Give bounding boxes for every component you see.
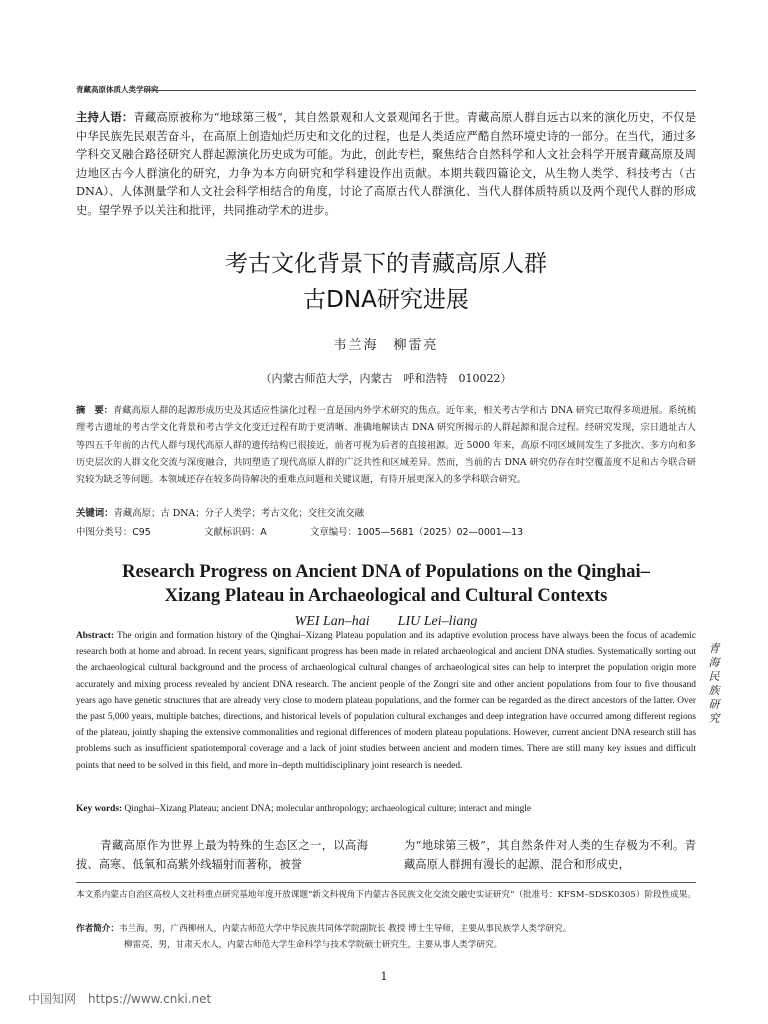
keywords-cn-text: 青藏高原；古 DNA；分子人类学；考古文化；交往交流交融: [113, 508, 364, 519]
header-rule: [148, 90, 696, 91]
abstract-en: [76, 628, 696, 774]
keywords-en-text: Qinghai–Xizang Plateau; ancient DNA; molecular anthropology; archaeological culture; interact and mingle: [124, 804, 532, 814]
author-footnote-label: 作者简介：: [76, 924, 119, 934]
abstract-cn-text: 青藏高原人群的起源形成历史及其适应性演化过程一直是国内外学术研究的焦点。近年来，相关考古学和古 DNA 研究已取得多项进展。系统梳理考古遗址的考古学文化背景和考古学文化变迁过程有助于更清晰、准确地解读古 DNA 研究所揭示的人群起源和混合过程。经研究发现，宗日遗址古人等四五千年前的古代人群与现代高原人群的遗传结构已很接近，前者可视为后者的直接祖源。近 5000 年来，高原不同区域间发生了多批次、多方向和多历史层次的人群文化交流与深度融合，共同塑造了现代高原人群的广泛共性和区域差异。然而，当前的古 DNA 研究仍存在时空覆盖度不足和古今联合研究较为缺乏等问题。本领域还存在较多尚待解决的重难点问题和关键议题，有待开展更深入的多学科联合研究。: [76, 405, 697, 486]
abstract-cn: [76, 402, 696, 488]
host-note: [76, 108, 696, 221]
classification-line: [76, 524, 696, 538]
keywords-cn: [76, 505, 696, 519]
author-1-bio: 韦兰海，男，广西柳州人，内蒙古师范大学中华民族共同体学院副院长 教授 博士生导师，主要从事民族学人类学研究。: [118, 924, 572, 934]
title-en-line-1: Research Progress on Ancient DNA of Populations on the Qinghai–: [122, 562, 650, 582]
body-column-right: 为“地球第三极”，其自然条件对人类的生存极为不利。青藏高原人群拥有漫长的起源、混合和形成史，: [404, 839, 696, 871]
affiliation-cn: （内蒙古师范大学，内蒙古 呼和浩特 010022）: [260, 372, 512, 385]
keywords-en: [76, 804, 696, 814]
abstract-en-label: Abstract:: [76, 631, 117, 641]
abstract-en-text: The origin and formation history of the Qinghai–Xizang Plateau population and its adaptive evolution process have always been the focus of academic research both at home and abroad. In recent years, significant progress has been made in related archaeological and ancient DNA studies. Systematically sorting out the archaeological cultural background and the process of archaeological cultural changes of archaeological sites can help to interpret the population origin more accurately and mixing process revealed by ancient DNA research. The ancient people of the Zongri site and other ancient populations from four to five thousand years ago have genetic structures that are already very close to modern plateau populations, and the former can be regarded as the direct ancestors of the latter. Over the past 5,000 years, multiple batches, directions, and historical levels of population cultural exchanges and deep integration have occurred among different regions of the plateau, jointly shaping the extensive commonalities and regional differences of modern plateau populations. However, current ancient DNA research still has problems such as insufficient spatiotemporal coverage and a lack of joint studies between ancient and modern times. There are still many key issues and difficult points that need to be solved in this field, and more in–depth multidisciplinary joint research is needed.: [76, 631, 697, 771]
author-footnote: [76, 922, 696, 953]
title-cn-line-2: 古DNA研究进展: [303, 287, 469, 313]
funding-footnote: 本文系内蒙古自治区高校人文社科重点研究基地年度开放课题“新文科视角下内蒙古各民族文化交流交融史实证研究”（批准号：KFSM–SDSK0305）阶段性成果。: [76, 890, 696, 900]
keywords-en-label: Key words:: [76, 804, 125, 814]
host-note-label: 主持人语：: [76, 110, 134, 124]
title-cn-line-1: 考古文化背景下的青藏高原人群: [225, 251, 547, 277]
clc-number: 中图分类号：C95: [76, 527, 151, 538]
document-code: 文献标识码：A: [204, 527, 267, 538]
cnki-watermark: [28, 990, 211, 1007]
author-2-bio: 柳雷亮，男，甘肃天水人，内蒙古师范大学生命科学与技术学院硕士研究生，主要从事人类学研究。: [124, 939, 503, 950]
host-note-text: 青藏高原被称为“地球第三极”，其自然景观和人文景观闻名于世。青藏高原人群自远古以来的演化历史，不仅是中华民族先民艰苦奋斗，在高原上创造灿烂历史和文化的过程，也是人类适应严酷自然环境史诗的一部分。在当代，通过多学科交叉融合路径研究人群起源演化历史成为可能。为此，创此专栏，聚焦结合自然科学和人文社会科学开展青藏高原及周边地区古今人群演化的研究，力争为本方向研究和学科建设作出贡献。本期共载四篇论文，从生物人类学、科技考古（古 DNA）、人体测量学和人文社会科学相结合的角度，讨论了高原古代人群演化、当代人群体质特质以及两个现代人群的形成史。望学界予以关注和批评，共同推动学术的进步。: [76, 111, 696, 217]
page-number: 1: [380, 970, 388, 983]
footnote-rule: [76, 882, 696, 883]
cnki-site-name: 中国知网: [28, 992, 77, 1006]
article-title-en: [76, 560, 696, 608]
body-column-left: [76, 837, 368, 874]
title-en-line-2: Xizang Plateau in Archaeological and Cultural Contexts: [164, 586, 608, 606]
article-title-cn: [76, 246, 696, 318]
abstract-cn-label: 摘 要：: [76, 405, 114, 416]
running-head: 青藏高原体质人类学研究: [76, 85, 159, 94]
authors-en: WEI Lan–hai LIU Lei–liang: [294, 614, 478, 629]
keywords-cn-label: 关键词：: [76, 508, 114, 519]
cnki-url[interactable]: https://www.cnki.net: [88, 992, 212, 1006]
journal-seal: 青海民族研究: [708, 642, 720, 725]
article-number: 文章编号：1005—5681（2025）02—0001—13: [310, 527, 524, 538]
authors-cn: 韦兰海 柳雷亮: [333, 338, 439, 353]
body-left-text: 青藏高原作为世界上最为特殊的生态区之一，以高海拔、高寒、低氧和高紫外线辐射而著称，被誉: [76, 839, 368, 871]
